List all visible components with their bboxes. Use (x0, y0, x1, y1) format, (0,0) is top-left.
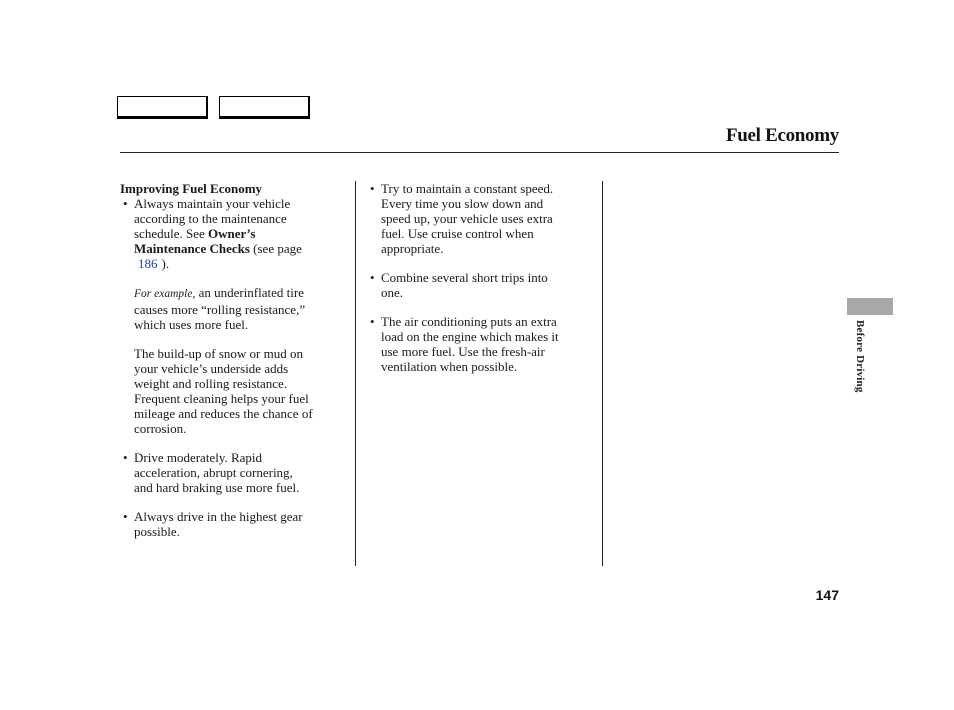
text-line: possible. (134, 524, 180, 539)
text-line: speed up, your vehicle uses extra (381, 211, 553, 226)
page-title: Fuel Economy (725, 125, 839, 146)
text-line: load on the engine which makes it (381, 329, 559, 344)
text-line: use more fuel. Use the fresh-air (381, 344, 545, 359)
text-span: an underinflated tire (195, 285, 304, 300)
text-line (134, 241, 350, 256)
list-item-constant-speed (367, 181, 597, 256)
text-line: Drive moderately. Rapid (134, 450, 263, 465)
list-item-highest-gear (120, 509, 350, 539)
list-item-combine-trips (367, 270, 597, 300)
nav-button-main-menu[interactable] (117, 96, 208, 119)
bullet-icon: • (370, 314, 375, 329)
bullet-icon: • (123, 196, 128, 211)
text-line: The air conditioning puts an extra (381, 314, 557, 329)
text-line: Frequent cleaning helps your fuel (134, 391, 309, 406)
bold-reference: Owner’s (208, 226, 256, 241)
text-span: (see page (249, 241, 302, 256)
section-tab-marker (847, 298, 893, 315)
text-line: Combine several short trips into (381, 270, 548, 285)
text-span: ). (161, 256, 170, 271)
bullet-icon: • (123, 450, 128, 465)
list-item-drive-moderately (120, 450, 350, 495)
text-line: Try to maintain a constant speed. (381, 181, 554, 196)
text-line (134, 226, 350, 241)
text-line: appropriate. (381, 241, 444, 256)
list-item-air-conditioning (367, 314, 597, 374)
text-line: one. (381, 285, 404, 300)
text-line: acceleration, abrupt cornering, (134, 465, 293, 480)
text-line: causes more “rolling resistance,” (134, 302, 306, 317)
bullet-icon: • (370, 270, 375, 285)
section-tab-label: Before Driving (854, 320, 866, 393)
list-item-maintenance (120, 196, 350, 271)
column-divider-right (602, 181, 603, 566)
text-line: The build-up of snow or mud on (134, 346, 303, 361)
italic-lead: For example, (134, 288, 196, 300)
column-divider-left (355, 181, 356, 566)
title-rule (120, 152, 839, 153)
paragraph-tire-example (120, 285, 350, 332)
text-line: according to the maintenance (134, 211, 287, 226)
text-line: and hard braking use more fuel. (134, 480, 300, 495)
text-span: schedule. See (134, 226, 209, 241)
text-line: corrosion. (134, 421, 187, 436)
content-column-1 (120, 181, 350, 539)
text-line: Always maintain your vehicle (134, 196, 291, 211)
bullet-icon: • (370, 181, 375, 196)
bullet-icon: • (123, 509, 128, 524)
bold-reference: Maintenance Checks (134, 241, 250, 256)
section-heading: Improving Fuel Economy (120, 181, 263, 196)
page-link-186[interactable]: 186 (138, 256, 158, 271)
text-line: Always drive in the highest gear (134, 509, 303, 524)
text-line: weight and rolling resistance. (134, 376, 288, 391)
text-line: fuel. Use cruise control when (381, 226, 534, 241)
text-line: which uses more fuel. (134, 317, 249, 332)
nav-button-index[interactable] (219, 96, 310, 119)
text-line: ventilation when possible. (381, 359, 518, 374)
text-line (134, 285, 350, 302)
text-line: mileage and reduces the chance of (134, 406, 313, 421)
text-line (134, 256, 350, 271)
page-number: 147 (815, 587, 839, 603)
text-line: your vehicle’s underside adds (134, 361, 289, 376)
text-line: Every time you slow down and (381, 196, 544, 211)
content-column-2 (367, 181, 597, 374)
paragraph-snow-mud (120, 346, 350, 436)
